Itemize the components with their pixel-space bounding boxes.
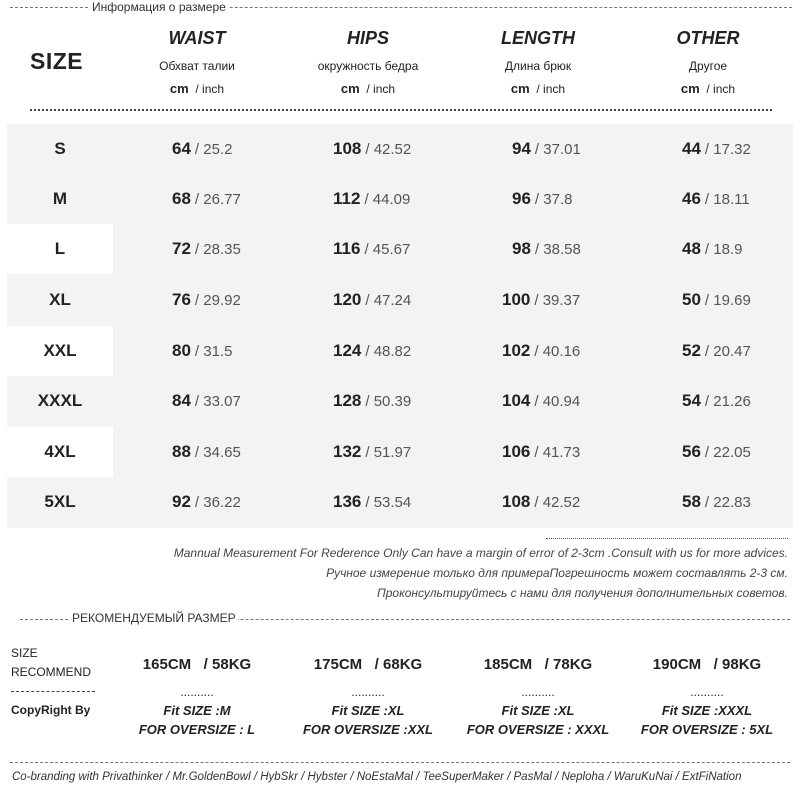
waist-cell: 76 / 29.92 (172, 290, 241, 309)
section-title-size-info: Информация о размере (92, 0, 226, 14)
table-row (7, 477, 793, 527)
waist-cell: 88 / 34.65 (172, 442, 241, 461)
other-cell: 50 / 19.69 (682, 290, 751, 309)
hips-cell: 132 / 51.97 (333, 442, 412, 461)
dots-separator: .......... (180, 685, 214, 699)
col-head-length (448, 28, 628, 96)
dots-separator: .......... (351, 685, 385, 699)
other-header-ru: Другое (688, 59, 728, 73)
recommend-item (453, 656, 623, 737)
length-cell: 96 / 37.8 (512, 189, 573, 208)
table-row (7, 275, 793, 325)
waist-unit: cm / inch (169, 81, 225, 96)
footer-divider (10, 762, 790, 763)
other-cell: 48 / 18.9 (682, 239, 743, 258)
waist-cell: 68 / 26.77 (172, 189, 241, 208)
length-header-ru: Длина брюк (504, 59, 572, 73)
hips-cell: 124 / 48.82 (333, 341, 412, 360)
length-cell: 100 / 39.37 (502, 290, 581, 309)
notes-divider (546, 538, 788, 539)
fit-size: Fit SIZE :XXXL (661, 703, 753, 718)
fit-size: Fit SIZE :M (163, 703, 231, 718)
size-cell: XL (49, 290, 71, 309)
section-title-recommend: РЕКОМЕНДУЕМЫЙ РАЗМЕР (72, 611, 236, 625)
height-weight: 175CM / 68KG (313, 656, 423, 673)
dots-separator: .......... (521, 685, 555, 699)
col-head-hips (278, 28, 458, 96)
hips-cell: 120 / 47.24 (333, 290, 412, 309)
table-row (7, 427, 793, 477)
waist-cell: 80 / 31.5 (172, 341, 233, 360)
size-cell: 5XL (44, 492, 76, 511)
hips-cell: 108 / 42.52 (333, 139, 412, 158)
other-header: OTHER (676, 28, 740, 48)
size-cell: 4XL (7, 427, 113, 477)
length-cell: 104 / 40.94 (502, 391, 581, 410)
other-cell: 52 / 20.47 (682, 341, 751, 360)
other-cell: 56 / 22.05 (682, 442, 751, 461)
oversize: FOR OVERSIZE : 5XL (640, 722, 774, 737)
height-weight: 185CM / 78KG (483, 656, 593, 673)
oversize: FOR OVERSIZE : L (138, 722, 256, 737)
other-cell: 58 / 22.83 (682, 492, 751, 511)
co-branding-footer: Co-branding with Privathinker / Mr.GoldenBowl / HybSkr / Hybster / NoEstaMal / TeeSuperMaker / PasMal / Neploha / WaruKuNai / ExtFiNation (12, 771, 742, 783)
col-head-waist (107, 28, 287, 96)
fit-size: Fit SIZE :XL (331, 703, 405, 718)
length-cell: 102 / 40.16 (502, 341, 581, 360)
hips-cell: 116 / 45.67 (333, 239, 411, 258)
table-row (7, 224, 793, 274)
height-weight: 165CM / 58KG (142, 656, 252, 673)
length-unit: cm / inch (510, 81, 566, 96)
other-cell: 44 / 17.32 (682, 139, 751, 158)
recommend-item (283, 656, 453, 737)
waist-header-ru: Обхват талии (159, 59, 235, 73)
hips-cell: 136 / 53.54 (333, 492, 412, 511)
size-column-header: SIZE (30, 48, 84, 74)
waist-header: WAIST (168, 28, 226, 48)
recommend-item (622, 656, 792, 737)
waist-cell: 84 / 33.07 (172, 391, 241, 410)
length-cell: 108 / 42.52 (502, 492, 581, 511)
oversize: FOR OVERSIZE : XXXL (466, 722, 610, 737)
waist-cell: 72 / 28.35 (172, 239, 241, 258)
other-cell: 46 / 18.11 (682, 189, 750, 208)
height-weight: 190CM / 98KG (652, 656, 762, 673)
dots-separator: .......... (690, 685, 724, 699)
hips-header: HIPS (346, 28, 389, 48)
table-row (7, 124, 793, 174)
recommend-item (112, 656, 282, 737)
length-cell: 94 / 37.01 (512, 139, 581, 158)
fit-size: Fit SIZE :XL (501, 703, 575, 718)
size-cell: XXXL (37, 391, 83, 410)
length-cell: 106 / 41.73 (502, 442, 581, 461)
table-row (7, 376, 793, 426)
length-cell: 98 / 38.58 (512, 239, 581, 258)
hips-unit: cm / inch (340, 81, 396, 96)
hips-cell: 112 / 44.09 (333, 189, 411, 208)
waist-cell: 92 / 36.22 (172, 492, 241, 511)
label-divider (11, 691, 95, 692)
col-head-other (618, 28, 798, 96)
size-cell: XXL (7, 326, 113, 376)
note-en: Mannual Measurement For Rederence Only Can have a margin of error of 2-3cm .Consult with us for more advices. (173, 546, 788, 560)
table-row (7, 326, 793, 376)
table-row (7, 174, 793, 224)
hips-header-ru: окружность бедра (317, 59, 419, 73)
other-unit: cm / inch (680, 81, 736, 96)
length-header: LENGTH (501, 28, 575, 48)
size-cell: M (52, 189, 68, 208)
hips-cell: 128 / 50.39 (333, 391, 412, 410)
size-recommend-label: SIZE RECOMMEND (11, 646, 91, 679)
oversize: FOR OVERSIZE :XXL (302, 722, 433, 737)
header-divider (30, 109, 772, 111)
copyright-label: CopyRight By (11, 703, 91, 717)
other-cell: 54 / 21.26 (682, 391, 751, 410)
size-cell: L (7, 224, 113, 274)
note-ru-2: Проконсультируйтесь с нами для получения дополнительных советов. (377, 586, 788, 600)
size-cell: S (54, 139, 66, 158)
note-ru-1: Ручное измерение только для примераПогрешность может составлять 2-3 см. (326, 566, 788, 580)
waist-cell: 64 / 25.2 (172, 139, 233, 158)
